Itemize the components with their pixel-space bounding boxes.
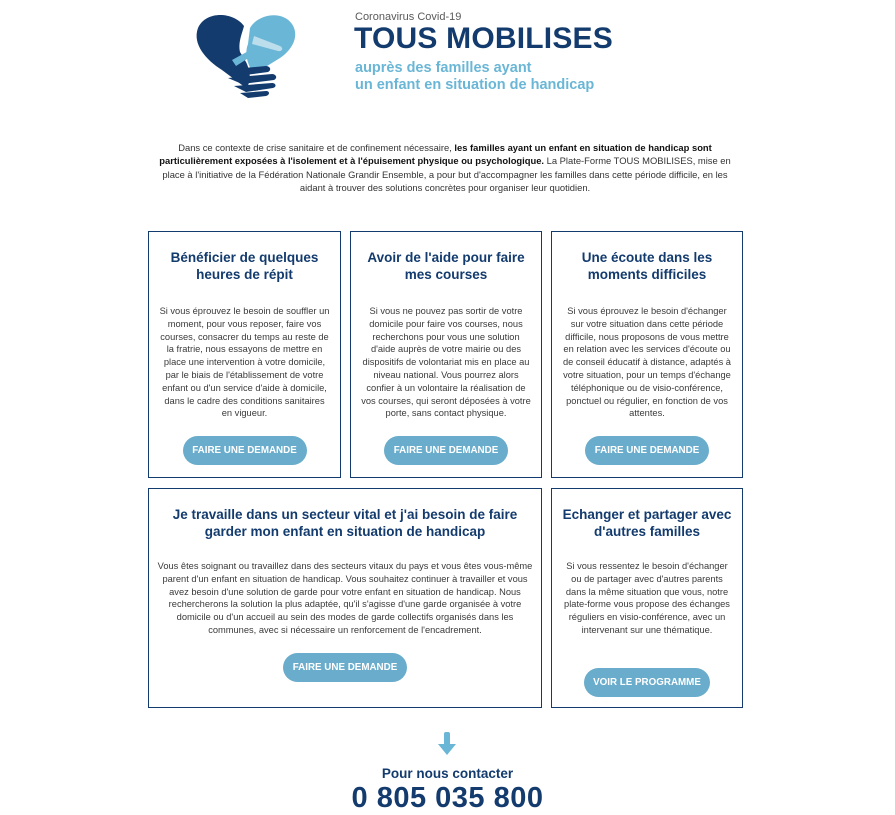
program-button[interactable]: VOIR LE PROGRAMME	[584, 668, 710, 697]
request-button[interactable]: FAIRE UNE DEMANDE	[183, 436, 307, 465]
card-title: Bénéficier de quelques heures de répit	[170, 250, 319, 282]
subtitle-line-2: un enfant en situation de handicap	[355, 77, 595, 93]
card-text: Si vous éprouvez le besoin de souffler un moment, pour vous reposer, faire vos courses, consacrer du temps au reste de la fratrie, nous essayons de mettre en place une intervention à votre domicile, par le biais de l'établissement de votre enfant ou d'un service d'aide à domicile, dans le cadre des conditions sanitaires en vigueur.	[159, 306, 330, 419]
card-text: Si vous ne pouvez pas sortir de votre domicile pour faire vos courses, nous recherchons pour vous une solution d'aide auprès de votre mairie ou des dispositifs de volontariat mis en place au niveau national. Vous pourrez alors confier à un volontaire la réalisation de vos courses, qui seront déposées à votre porte, sans contact physique.	[361, 306, 531, 419]
phone-number[interactable]: 0 805 035 800	[351, 782, 544, 814]
intro-paragraph	[150, 141, 740, 194]
card-title: Une écoute dans les moments difficiles	[581, 250, 713, 282]
card-sharing	[551, 488, 743, 708]
header	[0, 0, 895, 110]
card-title: Avoir de l'aide pour faire mes courses	[367, 250, 525, 282]
card-title: Je travaille dans un secteur vital et j'ai besoin de faire garder mon enfant en situation de handicap	[172, 507, 518, 539]
card-text: Vous êtes soignant ou travaillez dans des secteurs vitaux du pays et vous êtes vous-même parent d'un enfant en situation de handicap. Vous souhaitez continuer à travailler et vous avez besoin d'une solution de garde pour votre enfant en situation de handicap. Nous rechercherons la solution la plus adaptée, qu'il s'agisse d'une garde organisée à votre domicile ou d'un accueil au sein des modes de garde collectifs organisés dans les communes, avec si nécessaire un renforcement de l'encadrement.	[157, 561, 533, 635]
subtitle-line-1: auprès des familles ayant	[355, 60, 532, 76]
card-respite	[148, 231, 341, 478]
intro-text-2: La Plate-Forme TOUS MOBILISES, mise en place à l'initiative de la Fédération Nationale Grandir Ensemble, a pour but d'accompagner les familles dans cette période difficile, en les aidant à trouver des solutions concrètes pour organiser leur quotidien.	[162, 155, 731, 193]
intro-text-bold: les familles ayant un enfant en situation de handicap sont particulièrement exposées à l'isolement et à l'épuisement physique ou psychologique.	[159, 142, 712, 167]
contact-label: Pour nous contacter	[381, 766, 514, 781]
arrow-down-icon	[437, 730, 457, 758]
card-listening	[551, 231, 743, 478]
intro-text-1: Dans ce contexte de crise sanitaire et de confinement nécessaire,	[178, 142, 455, 153]
card-text: Si vous ressentez le besoin d'échanger ou de partager avec d'autres parents dans la même situation que vous, notre plate-forme vous propose des échanges réguliers en visio-conférence, avec un intervenant sur une thématique.	[564, 561, 730, 635]
card-text: Si vous éprouvez le besoin d'échanger sur votre situation dans cette période difficile, nous proposons de vous mettre en relation avec les services d'écoute ou de conseil éducatif à distance, adaptés à votre situation, pour un temps d'échange téléphonique ou de visio-conférence, ponctuel ou régulier, en fonction de vos attentes.	[563, 306, 731, 419]
header-kicker: Coronavirus Covid-19	[355, 11, 462, 23]
request-button[interactable]: FAIRE UNE DEMANDE	[585, 436, 709, 465]
page-subtitle	[355, 60, 655, 94]
card-groceries	[350, 231, 542, 478]
page-title: TOUS MOBILISES	[354, 22, 613, 55]
card-childcare	[148, 488, 542, 708]
request-button[interactable]: FAIRE UNE DEMANDE	[283, 653, 407, 682]
request-button[interactable]: FAIRE UNE DEMANDE	[384, 436, 508, 465]
handshake-heart-icon	[192, 8, 302, 100]
card-title: Echanger et partager avec d'autres familles	[562, 507, 732, 539]
